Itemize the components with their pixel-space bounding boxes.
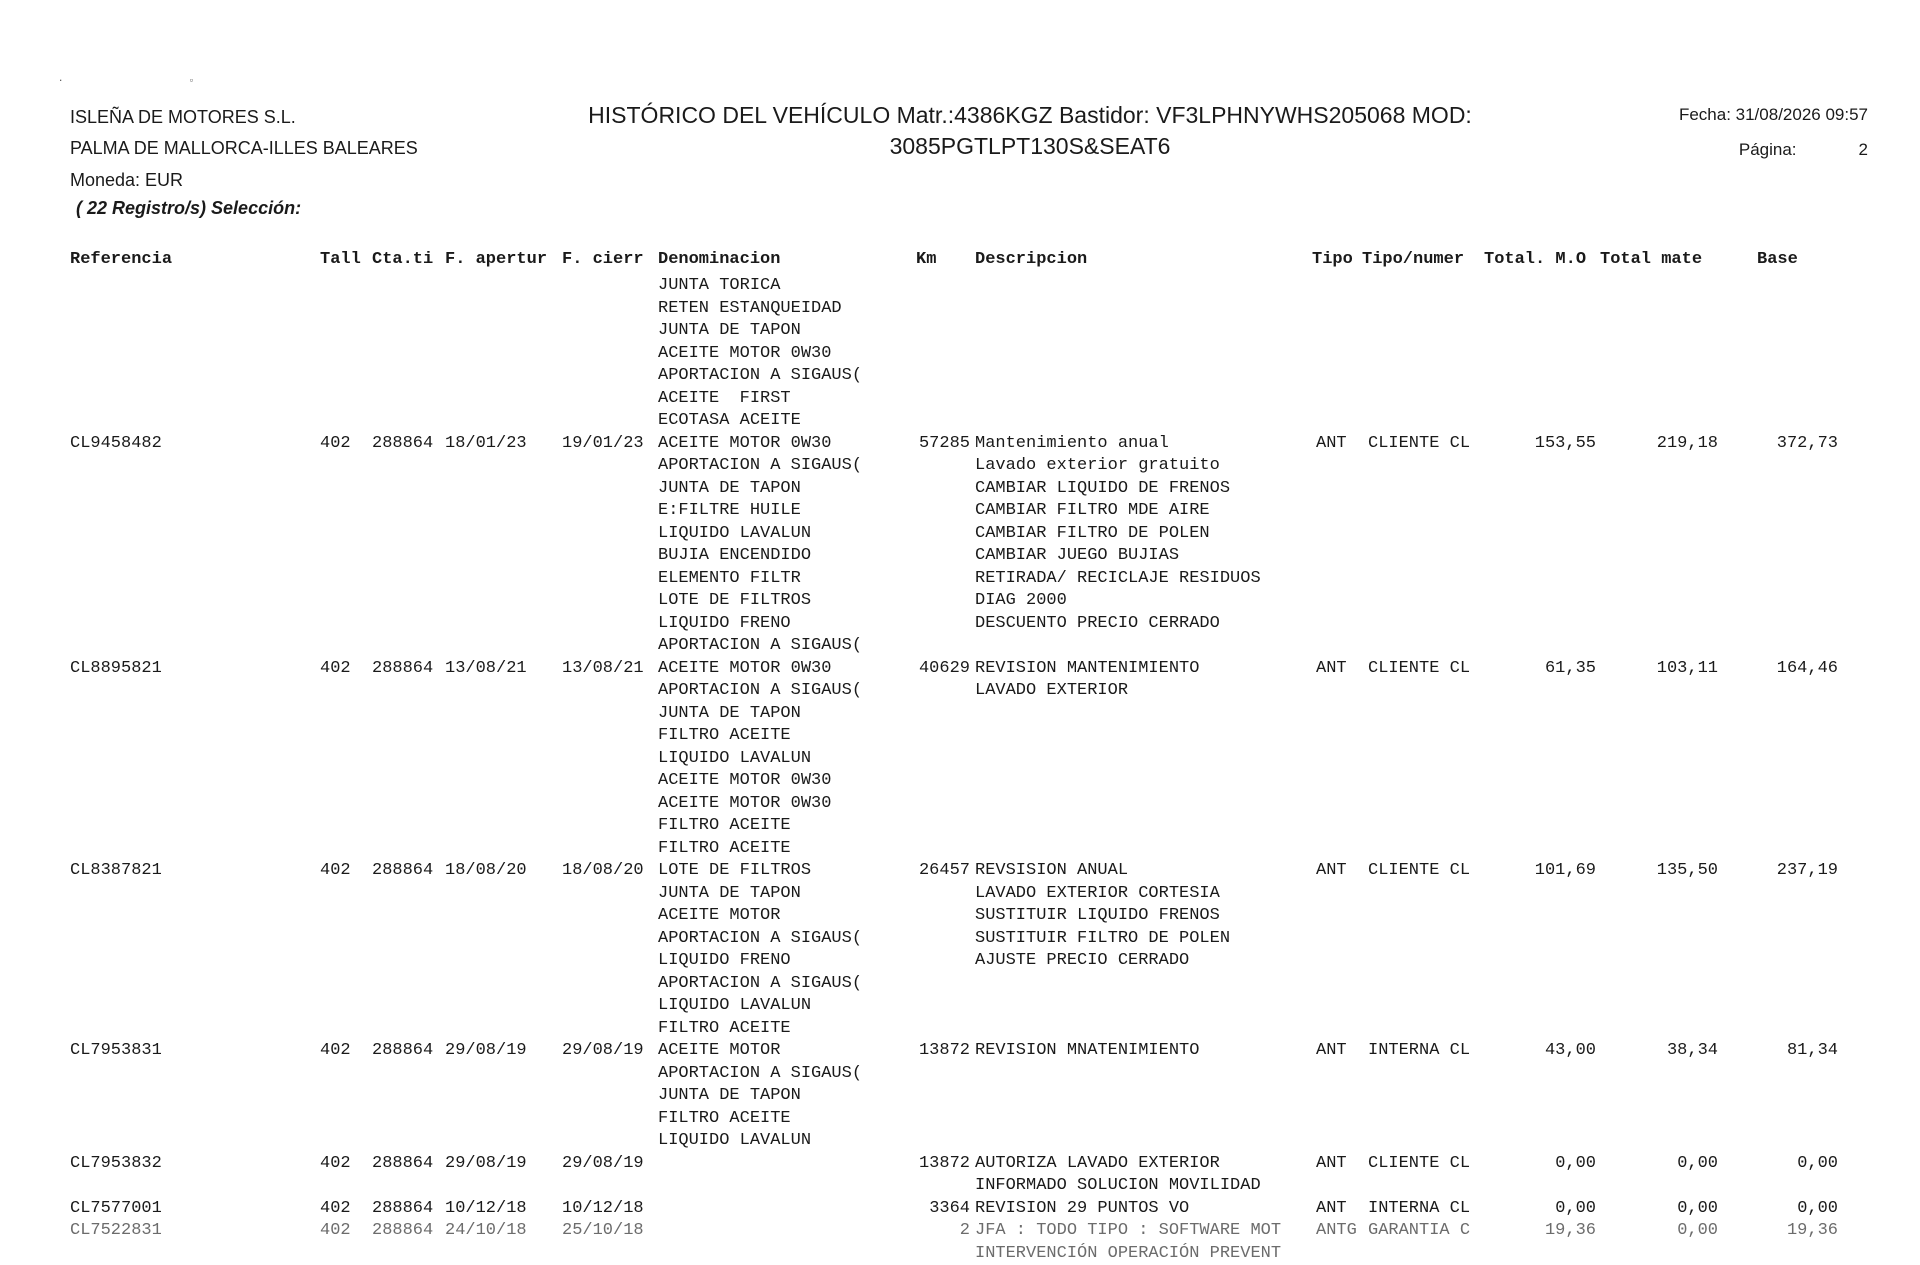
denominacion-line: ACEITE MOTOR (658, 1040, 862, 1063)
cell-total-mo: 0,00 (1490, 1153, 1596, 1176)
cell-tall: 402 (320, 1220, 351, 1243)
cell-f-apertura: 29/08/19 (445, 1040, 527, 1063)
descripcion-line: INTERVENCIÓN OPERACIÓN PREVENT (975, 1243, 1281, 1265)
denominacion-line: APORTACION A SIGAUS( (658, 455, 862, 478)
cell-tipo: ANTG (1316, 1220, 1357, 1243)
cell-km: 26457 (880, 860, 970, 883)
descripcion-line: SUSTITUIR FILTRO DE POLEN (975, 928, 1230, 951)
denominacion-line: JUNTA DE TAPON (658, 320, 862, 343)
cell-denominacion (658, 275, 862, 635)
table-row (0, 1220, 1920, 1265)
page-indicator (1679, 132, 1868, 167)
denominacion-line: ACEITE MOTOR (658, 905, 862, 928)
denominacion-line: APORTACION A SIGAUS( (658, 973, 862, 996)
cell-base: 19,36 (1730, 1220, 1838, 1243)
cell-total-mate: 0,00 (1610, 1153, 1718, 1176)
denominacion-line: ACEITE MOTOR 0W30 (658, 433, 862, 456)
cell-descripcion (975, 1153, 1261, 1198)
page-number: 2 (1859, 132, 1868, 167)
cell-total-mate: 0,00 (1610, 1220, 1718, 1243)
cell-referencia: CL9458482 (70, 433, 162, 456)
cell-f-cierre: 18/08/20 (562, 860, 644, 883)
cell-referencia: CL7953832 (70, 1153, 162, 1176)
col-f-cierre: F. cierr (562, 250, 644, 269)
descripcion-line: AJUSTE PRECIO CERRADO (975, 950, 1230, 973)
col-descripcion: Descripcion (975, 250, 1087, 269)
cell-referencia: CL7577001 (70, 1198, 162, 1221)
denominacion-line: APORTACION A SIGAUS( (658, 928, 862, 951)
cell-f-apertura: 29/08/19 (445, 1153, 527, 1176)
cell-descripcion (975, 1220, 1281, 1265)
cell-tipo-numer: GARANTIA C (1368, 1220, 1470, 1243)
descripcion-line: REVSISION ANUAL (975, 860, 1230, 883)
descripcion-line: SUSTITUIR LIQUIDO FRENOS (975, 905, 1230, 928)
cell-tall: 402 (320, 1153, 351, 1176)
cell-tipo-numer: CLIENTE CL (1368, 860, 1470, 883)
denominacion-line: LOTE DE FILTROS (658, 860, 862, 883)
denominacion-line: LIQUIDO LAVALUN (658, 523, 862, 546)
cell-tipo: ANT (1316, 433, 1347, 456)
denominacion-line: JUNTA DE TAPON (658, 703, 862, 726)
descripcion-line: AUTORIZA LAVADO EXTERIOR (975, 1153, 1261, 1176)
denominacion-line: FILTRO ACEITE (658, 725, 862, 748)
cell-base: 372,73 (1730, 433, 1838, 456)
cell-base: 237,19 (1730, 860, 1838, 883)
cell-tipo: ANT (1316, 860, 1347, 883)
col-referencia: Referencia (70, 250, 172, 269)
cell-f-apertura: 13/08/21 (445, 658, 527, 681)
cell-base: 81,34 (1730, 1040, 1838, 1063)
cell-base: 164,46 (1730, 658, 1838, 681)
cell-cta: 288864 (372, 1040, 433, 1063)
col-denominacion: Denominacion (658, 250, 780, 269)
denominacion-line: ACEITE MOTOR 0W30 (658, 793, 862, 816)
table-row (0, 1198, 1920, 1221)
cell-cta: 288864 (372, 433, 433, 456)
cell-total-mo: 0,00 (1490, 1198, 1596, 1221)
cell-descripcion (975, 433, 1261, 636)
descripcion-line: CAMBIAR JUEGO BUJIAS (975, 545, 1261, 568)
cell-base: 0,00 (1730, 1198, 1838, 1221)
descripcion-line: CAMBIAR FILTRO MDE AIRE (975, 500, 1261, 523)
col-base: Base (1757, 250, 1798, 269)
descripcion-line: LAVADO EXTERIOR CORTESIA (975, 883, 1230, 906)
cell-km: 57285 (880, 433, 970, 456)
cell-tipo: ANT (1316, 1040, 1347, 1063)
denominacion-line: BUJIA ENCENDIDO (658, 545, 862, 568)
denominacion-line: APORTACION A SIGAUS( (658, 680, 862, 703)
cell-km: 13872 (880, 1153, 970, 1176)
cell-tipo: ANT (1316, 1153, 1347, 1176)
denominacion-line: RETEN ESTANQUEIDAD (658, 298, 862, 321)
cell-descripcion (975, 860, 1230, 973)
cell-tipo-numer: INTERNA CL (1368, 1040, 1470, 1063)
denominacion-line: APORTACION A SIGAUS( (658, 1063, 862, 1086)
cell-total-mo: 101,69 (1490, 860, 1596, 883)
cell-cta: 288864 (372, 1220, 433, 1243)
denominacion-line: FILTRO ACEITE (658, 1018, 862, 1041)
denominacion-line: LIQUIDO LAVALUN (658, 1130, 862, 1153)
denominacion-line: JUNTA DE TAPON (658, 478, 862, 501)
cell-tipo-numer: CLIENTE CL (1368, 658, 1470, 681)
cell-total-mate: 135,50 (1610, 860, 1718, 883)
denominacion-line: LOTE DE FILTROS (658, 590, 862, 613)
table-row (0, 1018, 1920, 1153)
denominacion-line: FILTRO ACEITE (658, 1108, 862, 1131)
cell-cta: 288864 (372, 1198, 433, 1221)
cell-referencia: CL8387821 (70, 860, 162, 883)
cell-denominacion (658, 635, 862, 838)
denominacion-line: LIQUIDO LAVALUN (658, 995, 862, 1018)
cell-f-apertura: 10/12/18 (445, 1198, 527, 1221)
cell-descripcion (975, 1040, 1199, 1063)
descripcion-line: CAMBIAR LIQUIDO DE FRENOS (975, 478, 1261, 501)
cell-tall: 402 (320, 1198, 351, 1221)
col-tipo: Tipo (1312, 250, 1353, 269)
cell-tipo-numer: CLIENTE CL (1368, 1153, 1470, 1176)
denominacion-line: ACEITE FIRST (658, 388, 862, 411)
descripcion-line: DESCUENTO PRECIO CERRADO (975, 613, 1261, 636)
title-line-1: HISTÓRICO DEL VEHÍCULO Matr.:4386KGZ Bastidor: VF3LPHNYWHS205068 MOD: (430, 100, 1630, 131)
cell-total-mo: 43,00 (1490, 1040, 1596, 1063)
cell-descripcion (975, 658, 1199, 703)
title-line-2: 3085PGTLPT130S&SEAT6 (430, 131, 1630, 162)
currency-label: Moneda: EUR (70, 170, 183, 191)
cell-denominacion (658, 1018, 862, 1153)
cell-total-mo: 153,55 (1490, 433, 1596, 456)
cell-total-mate: 103,11 (1610, 658, 1718, 681)
cell-km: 13872 (880, 1040, 970, 1063)
descripcion-line: DIAG 2000 (975, 590, 1261, 613)
denominacion-line: APORTACION A SIGAUS( (658, 635, 862, 658)
denominacion-line: ACEITE MOTOR 0W30 (658, 770, 862, 793)
cell-km: 2 (880, 1220, 970, 1243)
cell-f-cierre: 10/12/18 (562, 1198, 644, 1221)
cell-f-apertura: 24/10/18 (445, 1220, 527, 1243)
denominacion-line: APORTACION A SIGAUS( (658, 365, 862, 388)
col-total-mate: Total mate (1600, 250, 1702, 269)
table-row (0, 275, 1920, 635)
descripcion-line: REVISION MNATENIMIENTO (975, 1040, 1199, 1063)
descripcion-line: Mantenimiento anual (975, 433, 1261, 456)
descripcion-line: Lavado exterior gratuito (975, 455, 1261, 478)
denominacion-line: ECOTASA ACEITE (658, 410, 862, 433)
cell-total-mate: 0,00 (1610, 1198, 1718, 1221)
cell-cta: 288864 (372, 1153, 433, 1176)
page-label: Página: (1739, 132, 1797, 167)
cell-total-mo: 19,36 (1490, 1220, 1596, 1243)
descripcion-line: LAVADO EXTERIOR (975, 680, 1199, 703)
cell-tall: 402 (320, 860, 351, 883)
company-name: ISLEÑA DE MOTORES S.L. (70, 102, 418, 133)
cell-denominacion (658, 838, 862, 1018)
col-cta: Cta.ti (372, 250, 433, 269)
cell-referencia: CL7522831 (70, 1220, 162, 1243)
cell-f-cierre: 25/10/18 (562, 1220, 644, 1243)
company-location: PALMA DE MALLORCA-ILLES BALEARES (70, 133, 418, 164)
denominacion-line: ELEMENTO FILTR (658, 568, 862, 591)
cell-km: 40629 (880, 658, 970, 681)
cell-total-mo: 61,35 (1490, 658, 1596, 681)
cell-f-cierre: 29/08/19 (562, 1040, 644, 1063)
cell-cta: 288864 (372, 658, 433, 681)
cell-tall: 402 (320, 1040, 351, 1063)
cell-cta: 288864 (372, 860, 433, 883)
denominacion-line: FILTRO ACEITE (658, 838, 862, 861)
cell-f-cierre: 29/08/19 (562, 1153, 644, 1176)
col-km: Km (916, 250, 936, 269)
denominacion-line: E:FILTRE HUILE (658, 500, 862, 523)
col-tipo-numer: Tipo/numer (1362, 250, 1464, 269)
cell-referencia: CL8895821 (70, 658, 162, 681)
cell-tipo: ANT (1316, 658, 1347, 681)
table-row (0, 1153, 1920, 1198)
col-f-apertura: F. apertur (445, 250, 547, 269)
denominacion-line: FILTRO ACEITE (658, 815, 862, 838)
col-total-mo: Total. M.O (1484, 250, 1586, 269)
table-row (0, 838, 1920, 1018)
denominacion-line: JUNTA DE TAPON (658, 1085, 862, 1108)
cell-descripcion (975, 1198, 1189, 1221)
cell-tipo-numer: CLIENTE CL (1368, 433, 1470, 456)
descripcion-line: RETIRADA/ RECICLAJE RESIDUOS (975, 568, 1261, 591)
denominacion-line: LIQUIDO FRENO (658, 613, 862, 636)
denominacion-line: LIQUIDO FRENO (658, 950, 862, 973)
selection-label: ( 22 Registro/s) Selección: (76, 198, 301, 219)
descripcion-line: CAMBIAR FILTRO DE POLEN (975, 523, 1261, 546)
cell-total-mate: 38,34 (1610, 1040, 1718, 1063)
descripcion-line: INFORMADO SOLUCION MOVILIDAD (975, 1175, 1261, 1198)
denominacion-line: JUNTA DE TAPON (658, 883, 862, 906)
date-block (1679, 97, 1868, 167)
cell-f-apertura: 18/01/23 (445, 433, 527, 456)
cell-base: 0,00 (1730, 1153, 1838, 1176)
descripcion-line: REVISION MANTENIMIENTO (975, 658, 1199, 681)
table-header (0, 250, 1920, 274)
cell-tall: 402 (320, 658, 351, 681)
cell-tall: 402 (320, 433, 351, 456)
cell-km: 3364 (880, 1198, 970, 1221)
print-date: Fecha: 31/08/2026 09:57 (1679, 97, 1868, 132)
scan-specks: · ▫ (58, 76, 254, 86)
cell-f-cierre: 19/01/23 (562, 433, 644, 456)
records-table (0, 275, 1920, 1265)
cell-tipo: ANT (1316, 1198, 1347, 1221)
descripcion-line: JFA : TODO TIPO : SOFTWARE MOT (975, 1220, 1281, 1243)
descripcion-line: REVISION 29 PUNTOS VO (975, 1198, 1189, 1221)
cell-referencia: CL7953831 (70, 1040, 162, 1063)
document-title (430, 100, 1630, 162)
table-row (0, 635, 1920, 838)
denominacion-line: LIQUIDO LAVALUN (658, 748, 862, 771)
denominacion-line: ACEITE MOTOR 0W30 (658, 658, 862, 681)
denominacion-line: JUNTA TORICA (658, 275, 862, 298)
denominacion-line: ACEITE MOTOR 0W30 (658, 343, 862, 366)
col-tall: Tall (320, 250, 361, 269)
cell-tipo-numer: INTERNA CL (1368, 1198, 1470, 1221)
cell-total-mate: 219,18 (1610, 433, 1718, 456)
company-block (70, 102, 418, 164)
cell-f-apertura: 18/08/20 (445, 860, 527, 883)
cell-f-cierre: 13/08/21 (562, 658, 644, 681)
